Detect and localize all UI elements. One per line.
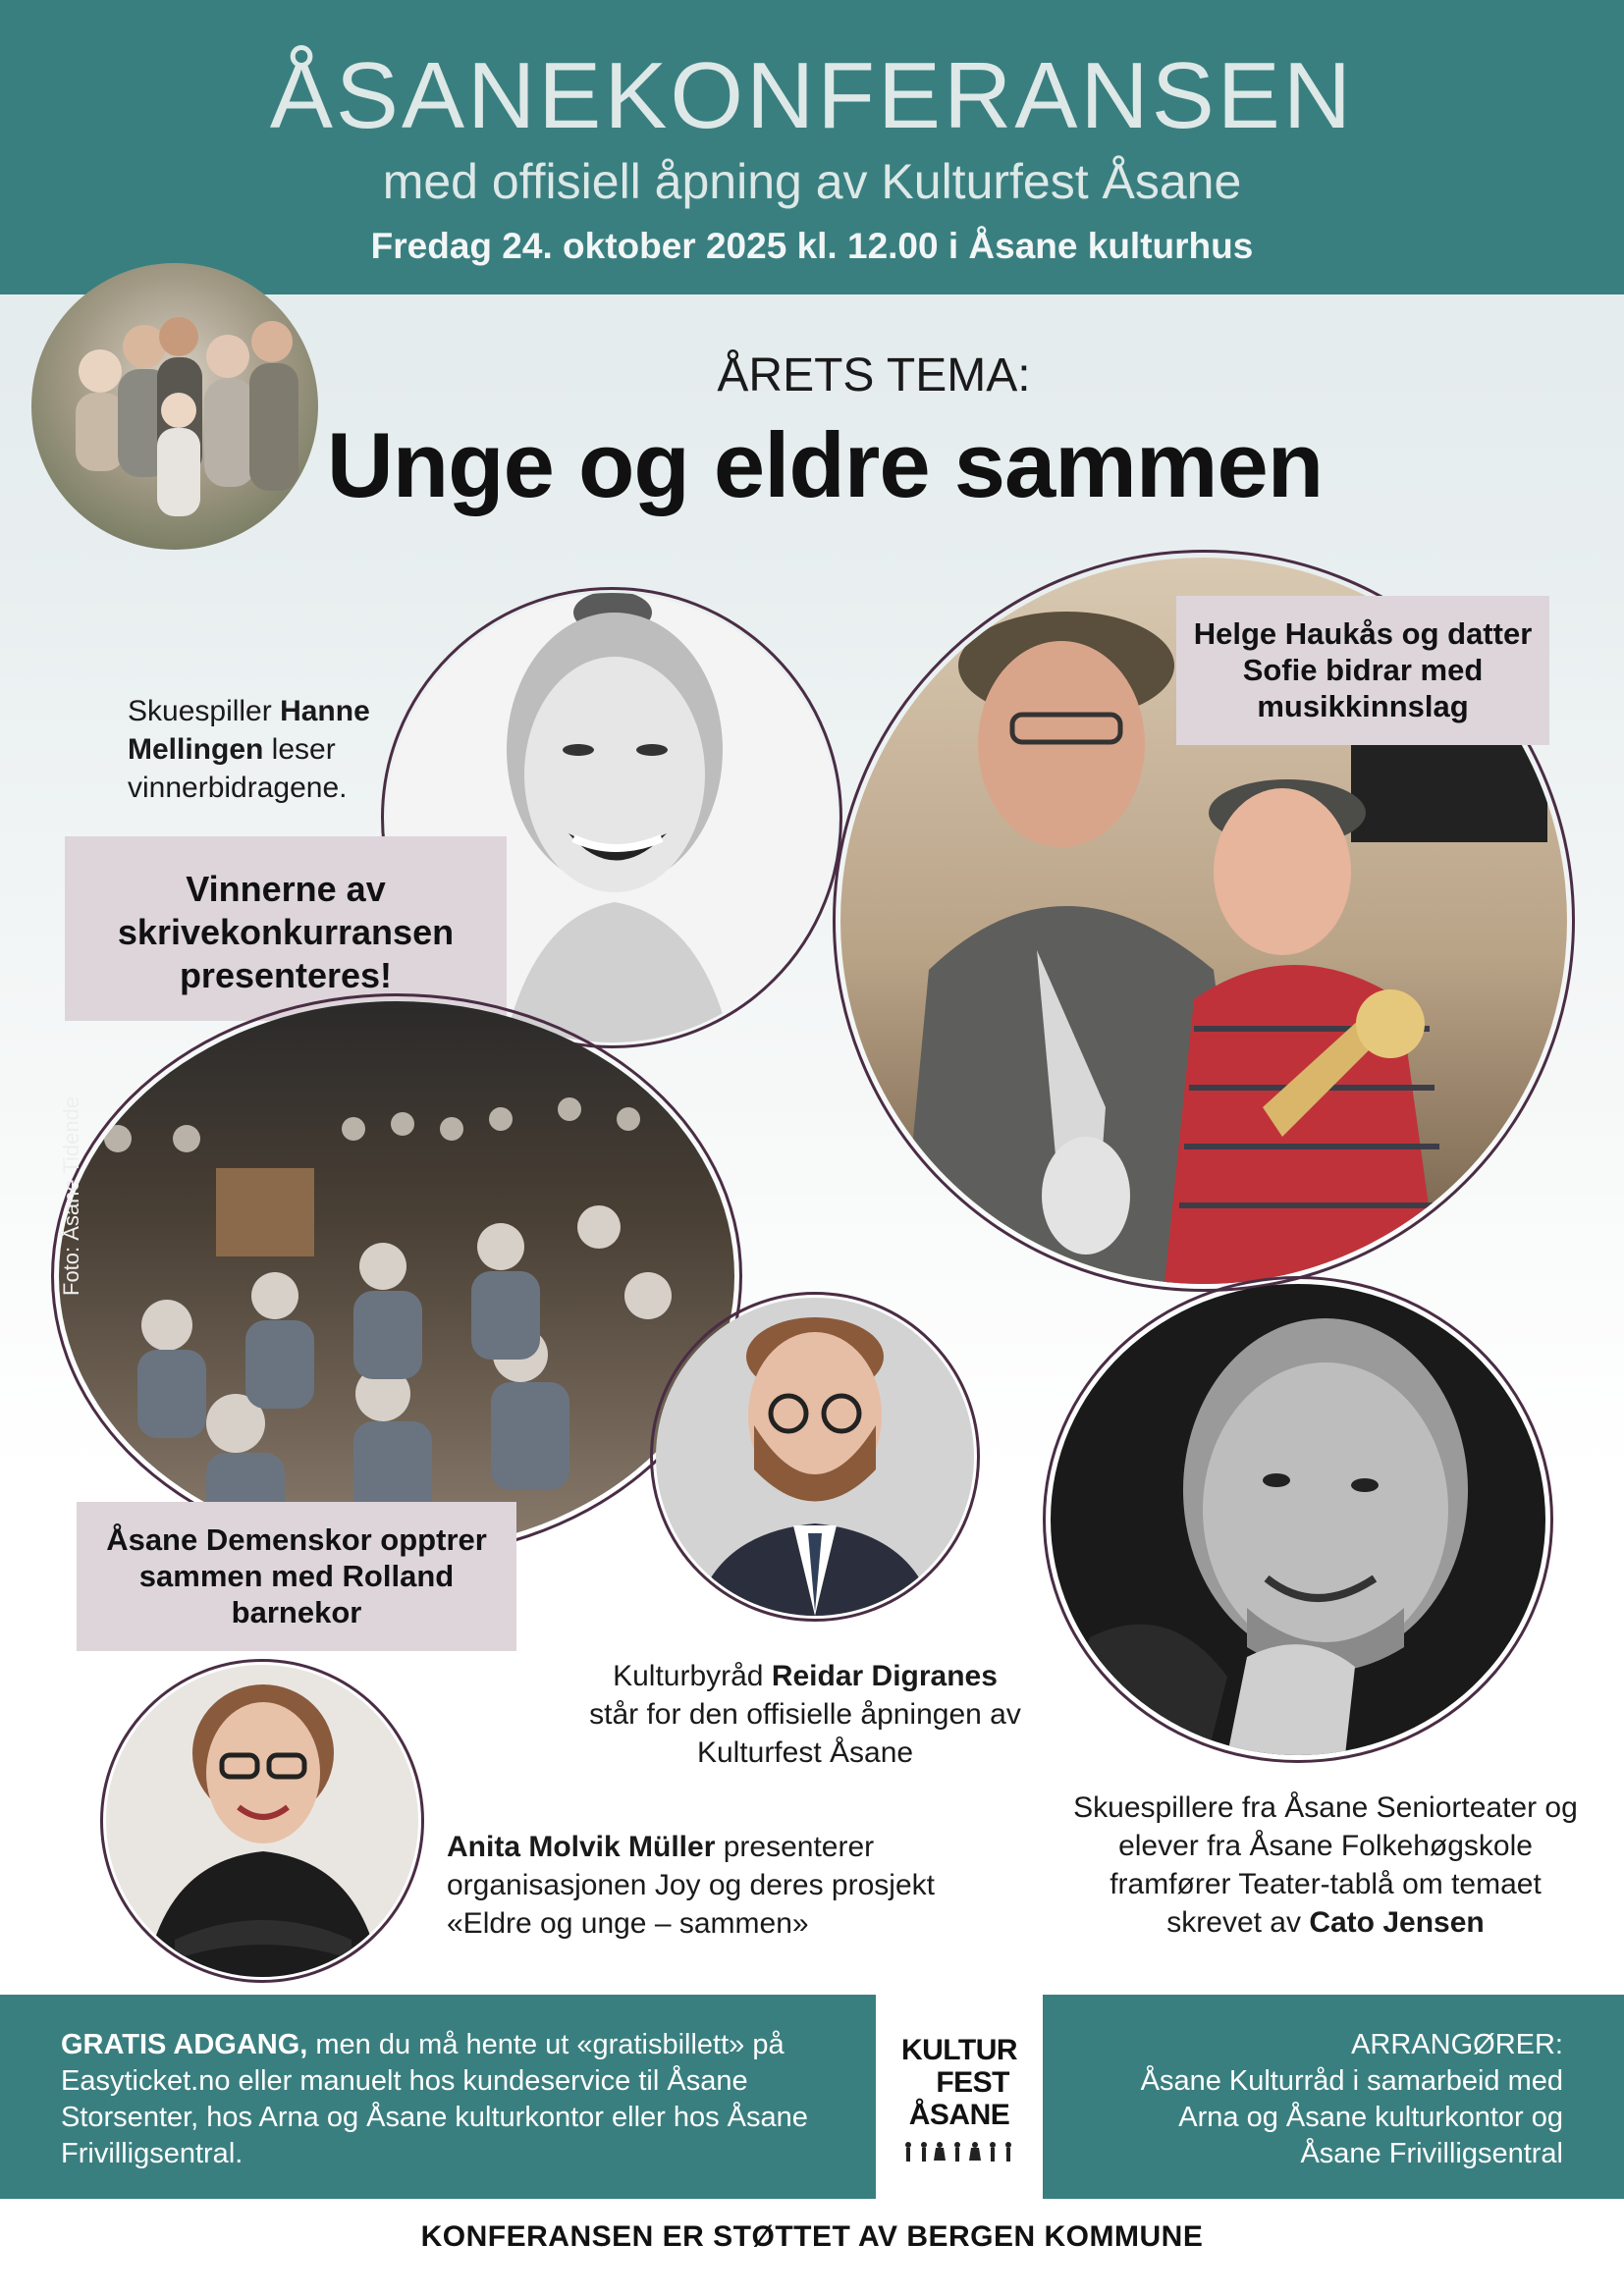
free-admission-panel bbox=[0, 1995, 876, 2199]
writing-contest-label bbox=[65, 836, 507, 1021]
helge-label bbox=[1176, 596, 1549, 745]
reidar-caption bbox=[589, 1657, 1021, 1772]
caption-suffix: presenterer organisasjonen Joy og deres prosjekt «Eldre og unge – sammen» bbox=[447, 1831, 935, 1940]
choir-label bbox=[77, 1502, 516, 1651]
free-admission-heading: GRATIS ADGANG, bbox=[61, 2029, 308, 2060]
dancers-icon bbox=[900, 2139, 1018, 2166]
performer-name: Hanne Mellingen bbox=[128, 695, 370, 766]
organizers-text: Åsane Kulturråd i samarbeid med Arna og Åsane kulturkontor og Åsane Frivilligsentral bbox=[1140, 2065, 1563, 2169]
header-banner bbox=[0, 0, 1624, 294]
theme-title: Unge og eldre sammen bbox=[326, 413, 1324, 516]
logo-line: KULTUR bbox=[900, 2034, 1018, 2066]
event-date: Fredag 24. oktober 2025 kl. 12.00 i Åsane kulturhus bbox=[370, 226, 1254, 266]
writing-contest-text: Vinnerne av skrivekonkurransen presenteres! bbox=[117, 869, 455, 995]
event-subtitle: med offisiell åpning av Kulturfest Åsane bbox=[382, 154, 1242, 209]
family-photo bbox=[31, 263, 318, 550]
caption-text: Skuespillere fra Åsane Seniorteater og elever fra Åsane Folkehøgskole framfører Teater-tablå om temaet skrevet av bbox=[1073, 1791, 1578, 1939]
speaker-name: Anita Molvik Müller bbox=[447, 1831, 716, 1863]
helge-text: Helge Haukås og datter Sofie bidrar med musikkinnslag bbox=[1193, 616, 1533, 723]
anita-caption bbox=[447, 1828, 997, 1943]
caption-prefix: Kulturbyråd bbox=[613, 1660, 772, 1692]
caption-suffix: står for den offisielle åpningen av Kulturfest Åsane bbox=[589, 1698, 1021, 1769]
theatre-caption bbox=[1070, 1789, 1581, 1942]
choir-photo bbox=[59, 1001, 734, 1551]
logo-line: ÅSANE bbox=[908, 2099, 1010, 2131]
organizers-heading: ARRANGØRER: bbox=[1351, 2029, 1563, 2060]
organizers-panel bbox=[1043, 1995, 1624, 2199]
logo-line: FEST bbox=[936, 2066, 1009, 2099]
choir-text: Åsane Demenskor opptrer sammen med Rolland barnekor bbox=[106, 1522, 487, 1629]
hanne-caption bbox=[128, 692, 393, 807]
speaker-name: Reidar Digranes bbox=[771, 1660, 998, 1692]
photo-credit: Foto: Åsane Tidende bbox=[59, 1095, 83, 1296]
support-note: KONFERANSEN ER STØTTET AV BERGEN KOMMUNE bbox=[420, 2220, 1204, 2253]
reidar-portrait bbox=[656, 1298, 974, 1616]
caption-suffix: leser vinnerbidragene. bbox=[128, 733, 348, 804]
theme-label: ÅRETS TEMA: bbox=[717, 349, 1031, 401]
event-title: ÅSANEKONFERANSEN bbox=[269, 43, 1355, 148]
caption-prefix: Skuespiller bbox=[128, 695, 281, 727]
theatre-actor-portrait bbox=[1051, 1284, 1545, 1755]
free-admission-text: men du må hente ut «gratisbillett» på Easyticket.no eller manuelt hos kundeservice til Åsane Storsenter, hos Arna og Åsane kulturkontor eller hos Åsane Frivilligsentral. bbox=[61, 2029, 808, 2169]
anita-portrait bbox=[106, 1665, 418, 1977]
author-name: Cato Jensen bbox=[1309, 1906, 1485, 1939]
kulturfest-logo bbox=[876, 1995, 1043, 2199]
